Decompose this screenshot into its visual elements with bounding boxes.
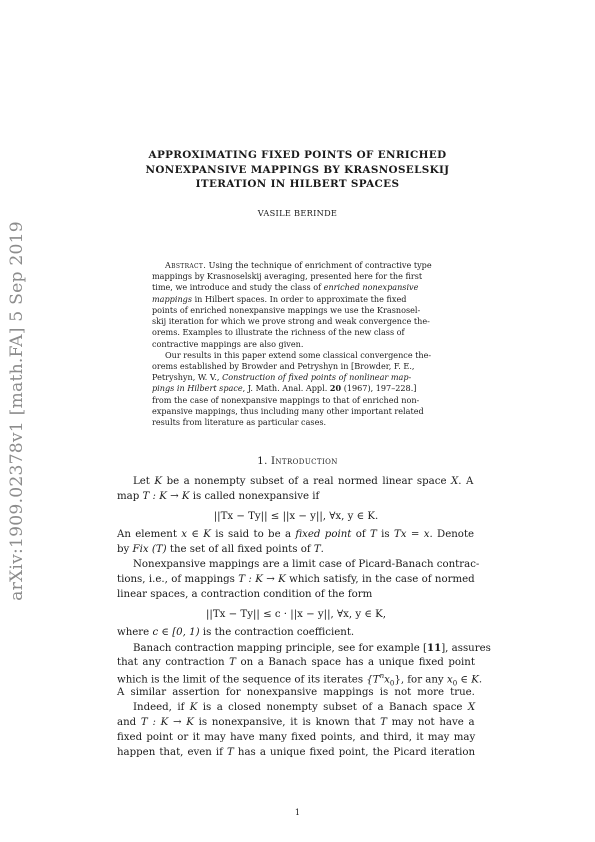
abstract — [152, 260, 444, 428]
body-line: happen that, even if T has a unique fixed point, the Picard iteration — [117, 747, 476, 758]
abstract-line: orems established by Browder and Petryshyn in [Browder, F. E., — [152, 360, 415, 371]
abstract-line: pings in Hilbert space, J. Math. Anal. Appl. 20 (1967), 197–228.] — [152, 383, 417, 394]
body-line: fixed point or it may have many fixed points, and third, it may may — [117, 732, 476, 743]
body-line: linear spaces, a contraction condition of the form — [117, 589, 373, 600]
body-line: A similar assertion for nonexpansive mappings is not more true. — [117, 687, 475, 698]
title-line: ITERATION IN HILBERT SPACES — [195, 178, 400, 191]
body-line: by Fix (T) the set of all fixed points of T. — [117, 544, 324, 555]
section-title: Introduction — [270, 456, 338, 467]
abstract-line: Petryshyn, W. V., Construction of fixed points of nonlinear map- — [152, 372, 412, 383]
body-line: An element x ∈ K is said to be a fixed point of T is Tx = x. Denote — [117, 529, 475, 540]
abstract-line: Abstract. Using the technique of enrichment of contractive type — [165, 260, 432, 270]
author-name: VASILE BERINDE — [257, 208, 338, 218]
abstract-line: time, we introduce and study the class of enriched nonexpansive — [152, 282, 419, 293]
body-line: Indeed, if K is a closed nonempty subset of a Banach space X — [133, 702, 476, 713]
abstract-line: points of enriched nonexpansive mappings we use the Krasnosel- — [152, 304, 421, 315]
abstract-line: contractive mappings are also given. — [152, 338, 304, 349]
abstract-line: Our results in this paper extend some classical convergence the- — [165, 349, 432, 360]
body-line: Banach contraction mapping principle, see for example [11], assures — [133, 642, 491, 654]
body-line: map T : K → K is called nonexpansive if — [117, 491, 320, 502]
body-line: which is the limit of the sequence of its iterates $\{T^nx_0\}$, for any $x_0$ ∈ K. — [117, 672, 483, 688]
body-line: that any contraction T on a Banach space has a unique fixed point — [117, 657, 475, 668]
abstract-line: orems. Examples to illustrate the richness of the new class of — [152, 327, 405, 338]
equation: ||Tx − Ty|| ≤ c · ||x − y||, ∀x, y ∈ K, — [206, 609, 386, 620]
abstract-line: from the case of nonexpansive mappings to that of enriched non- — [152, 394, 420, 405]
section-heading — [110, 456, 485, 467]
paper-title — [110, 148, 485, 192]
body-line: Nonexpansive mappings are a limit case of Picard-Banach contrac- — [133, 559, 480, 570]
body-line: and T : K → K is nonexpansive, it is known that T may not have a — [117, 717, 475, 728]
abstract-line: skij iteration for which we prove strong and weak convergence the- — [152, 316, 430, 327]
title-line: NONEXPANSIVE MAPPINGS BY KRASNOSELSKIJ — [145, 163, 450, 176]
section-number: 1. — [257, 456, 268, 467]
abstract-line: mappings by Krasnoselskij averaging, presented here for the first — [152, 271, 423, 282]
page-number: 1 — [294, 807, 301, 817]
abstract-line: expansive mappings, thus including many other important related — [152, 405, 424, 416]
body-line: Let K be a nonempty subset of a real normed linear space X. A — [133, 476, 474, 487]
arxiv-stamp-text: arXiv:1909.02378v1 [math.FA] 5 Sep 2019 — [7, 221, 27, 601]
body-line: where c ∈ [0, 1) is the contraction coefficient. — [117, 627, 355, 638]
abstract-line: results from literature as particular cases. — [152, 417, 327, 428]
arxiv-stamp — [4, 221, 30, 601]
equation: ||Tx − Ty|| ≤ ||x − y||, ∀x, y ∈ K. — [213, 511, 379, 522]
abstract-label: Abstract. — [165, 260, 207, 270]
body-line: tions, i.e., of mappings T : K → K which satisfy, in the case of normed — [117, 574, 475, 585]
abstract-line: mappings in Hilbert spaces. In order to approximate the fixed — [152, 293, 407, 304]
title-line: APPROXIMATING FIXED POINTS OF ENRICHED — [148, 149, 447, 161]
